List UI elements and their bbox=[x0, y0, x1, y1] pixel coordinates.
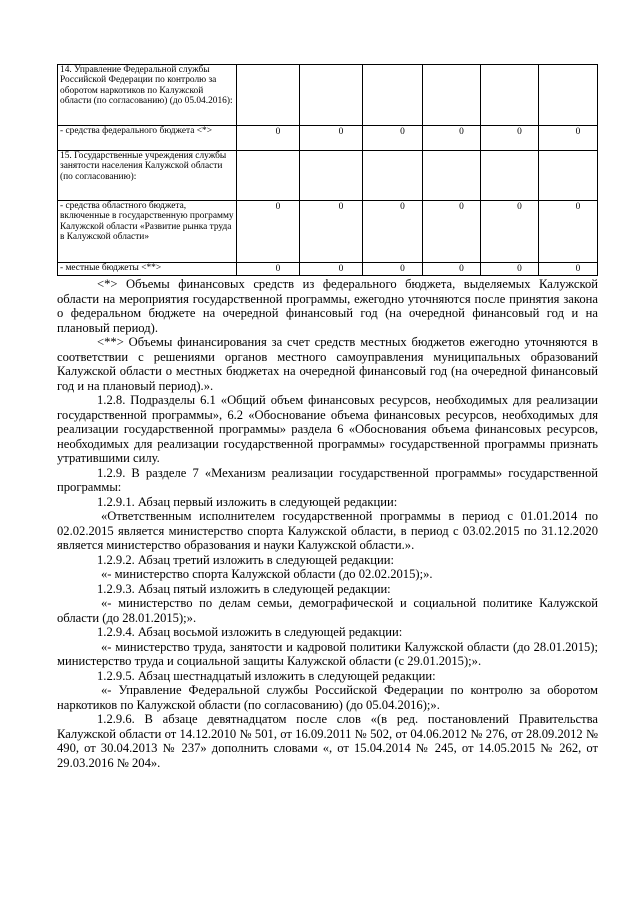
row-label: - средства областного бюджета, включенные в государственную программу Калужской области «Развитие рынка труда в Калужской области» bbox=[58, 201, 237, 263]
table-cell: 0 bbox=[363, 126, 423, 151]
footnote-federal: <*> Объемы финансовых средств из федерального бюджета, выделяемых Калужской области на мероприятия государственной программы, ежегодно уточняются после принятия закона о федеральном бюджете на очередной финансовый год (на очередной финансовый год и на плановый период). bbox=[57, 277, 598, 335]
row-label: 14. Управление Федеральной службы Российской Федерации по контролю за оборотом наркотиков по Калужской области (по согласованию) (до 05.04.2016): bbox=[58, 65, 237, 126]
row-label: - местные бюджеты <**> bbox=[58, 263, 237, 276]
table-cell: 0 bbox=[481, 201, 539, 263]
paragraph-1-2-9-4: 1.2.9.4. Абзац восьмой изложить в следующей редакции: bbox=[97, 625, 403, 639]
table-cell: 0 bbox=[539, 126, 598, 151]
table-cell bbox=[237, 151, 300, 201]
table-cell: 0 bbox=[237, 201, 300, 263]
table-cell: 0 bbox=[423, 126, 481, 151]
row-label: 15. Государственные учреждения службы занятости населения Калужской области (по согласованию): bbox=[58, 151, 237, 201]
table-cell bbox=[423, 151, 481, 201]
row-label: - средства федерального бюджета <*> bbox=[58, 126, 237, 151]
table-cell bbox=[300, 151, 363, 201]
table-cell: 0 bbox=[363, 263, 423, 276]
table-row bbox=[58, 201, 598, 263]
quote-paragraph: «- Управление Федеральной службы Российской Федерации по контролю за оборотом наркотиков по Калужской области (по согласованию) (до 05.04.2016);». bbox=[57, 683, 598, 712]
financing-table bbox=[57, 64, 598, 276]
table-cell bbox=[237, 65, 300, 126]
quote-paragraph: «Ответственным исполнителем государственной программы в период с 01.01.2014 по 02.02.2015 является министерство спорта Калужской области, в период с 03.02.2015 по 31.12.2020 является министерство образования и науки Калужской области.». bbox=[57, 509, 598, 552]
table-row bbox=[58, 151, 598, 201]
paragraph-1-2-9-6: 1.2.9.6. В абзаце девятнадцатом после слов «(в ред. постановлений Правительства Калужской области от 14.12.2010 № 501, от 16.09.2011 № 502, от 04.06.2012 № 276, от 28.09.2012 № 490, от 30.04.2013 № 237» дополнить словами «, от 15.04.2014 № 245, от 14.05.2015 № 262, от 29.03.2016 № 204». bbox=[57, 712, 598, 770]
table-cell: 0 bbox=[300, 201, 363, 263]
table-cell: 0 bbox=[237, 126, 300, 151]
table-cell: 0 bbox=[423, 263, 481, 276]
table-cell: 0 bbox=[300, 126, 363, 151]
paragraph-1-2-8: 1.2.8. Подразделы 6.1 «Общий объем финансовых ресурсов, необходимых для реализации государственной программы», 6.2 «Обоснование объема финансовых ресурсов, необходимых для реализации государственной программы» раздела 6 «Обоснования объема финансовых ресурсов, необходимых для реализации государственной программы» государственной программы признать утратившими силу. bbox=[57, 393, 598, 465]
footnote-local: <**> Объемы финансирования за счет средств местных бюджетов ежегодно уточняются в соответствии с решениями органов местного самоуправления муниципальных образований Калужской области о местных бюджетах на очередной финансовый год (на очередной финансовый год и на плановый период).». bbox=[57, 335, 598, 393]
paragraph-1-2-9-3: 1.2.9.3. Абзац пятый изложить в следующей редакции: bbox=[97, 581, 391, 596]
table-row bbox=[58, 65, 598, 126]
table-cell: 0 bbox=[481, 126, 539, 151]
paragraph-1-2-9-1: 1.2.9.1. Абзац первый изложить в следующей редакции: bbox=[97, 494, 398, 509]
table-cell bbox=[539, 151, 598, 201]
table-row bbox=[58, 126, 598, 151]
table-cell: 0 bbox=[363, 201, 423, 263]
table-cell bbox=[481, 151, 539, 201]
table-cell: 0 bbox=[539, 201, 598, 263]
table-cell: 0 bbox=[237, 263, 300, 276]
table-cell: 0 bbox=[539, 263, 598, 276]
table-row bbox=[58, 263, 598, 276]
paragraph-1-2-9: 1.2.9. В разделе 7 «Механизм реализации государственной программы» государственной программы: bbox=[57, 465, 598, 494]
table-cell: 0 bbox=[300, 263, 363, 276]
table-cell: 0 bbox=[481, 263, 539, 276]
table-cell bbox=[300, 65, 363, 126]
table-cell bbox=[363, 65, 423, 126]
table-cell bbox=[539, 65, 598, 126]
quote-paragraph: «- министерство по делам семьи, демографической и социальной политике Калужской области (до 28.01.2015);». bbox=[57, 596, 598, 625]
table-cell: 0 bbox=[423, 201, 481, 263]
paragraph-1-2-9-5: 1.2.9.5. Абзац шестнадцатый изложить в следующей редакции: bbox=[97, 668, 436, 683]
table-cell bbox=[423, 65, 481, 126]
document-body bbox=[57, 277, 598, 770]
table-cell bbox=[363, 151, 423, 201]
paragraph-1-2-9-2: 1.2.9.2. Абзац третий изложить в следующей редакции: bbox=[97, 552, 394, 567]
quote-paragraph: «- министерство труда, занятости и кадровой политики Калужской области (до 28.01.2015); министерство труда и социальной защиты Калужской области (с 29.01.2015);». bbox=[57, 639, 598, 668]
quote-paragraph: «- министерство спорта Калужской области (до 02.02.2015);». bbox=[101, 567, 433, 581]
table-cell bbox=[481, 65, 539, 126]
